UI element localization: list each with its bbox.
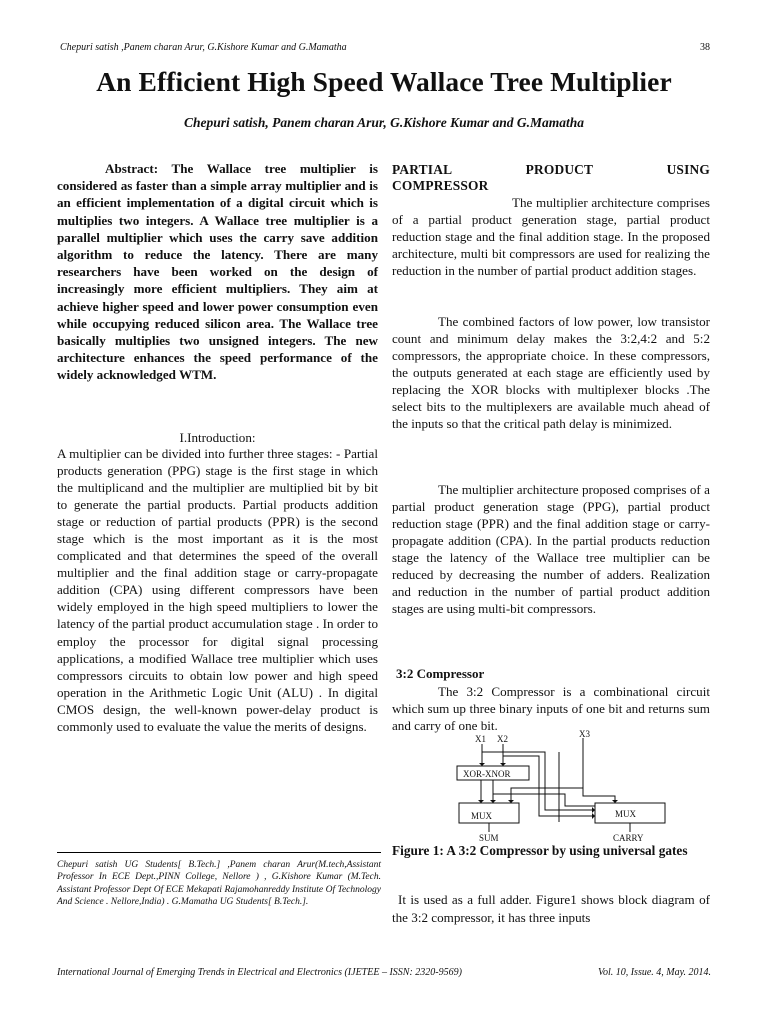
running-head [60, 42, 710, 56]
page-footer [57, 967, 711, 978]
author-footnote: Chepuri satish UG Students[ B.Tech.] ,Panem charan Arur(M.tech,Assistant Professor In ECE Dept.,PINN College, Nellore ) , G.Kishore Kumar (M.Tech. Assistant Professor Dept Of ECE Mekapati Rajamohanreddy Institute Of Technology And Science . Nellore,India) . G.Mamatha UG Students[ B.Tech.]. [57, 860, 381, 907]
section-heading-word-3: USING [666, 162, 710, 177]
intro-body: A multiplier can be divided into further three stages: - Partial products generation (PPG) stage is the first stage in which the multiplicand and the multiplier are multiplied bit by bit to generate the partial products. Partial products addition stage or reduction of partial products (PPR) is the second stage which is the most important as it is the most complicated and that determines the speed of the overall multiplier and the final addition stage or carry-propagate addition (CPA) using different compressors have been widely employed in the high speed multipliers to lower the latency of the partial product accumulation stage . In order to employ the processor for digital signal processing applications, a modified Wallace tree multiplier which uses compressors circuits to obtain low power and high speed operation in the Arithmetic Logic Unit (ALU) . In digital CMOS design, the well-known power-delay product is commonly used to evaluate the value the merits of designs. [57, 446, 378, 734]
section-paragraph-3: The multiplier architecture proposed comprises of a partial product generation stage (PPG), partial product reduction stage (PPR) and the final addition stage or carry-propagate addition (CPA). In the partial products reduction stage the latency of the Wallace tree multiplier can be reduced by decreasing the number of adders. Realization and reduction in the number of partial product addition stages are using multi-bit compressors. [392, 482, 710, 616]
section-heading-line-2: COMPRESSOR [392, 178, 489, 193]
label-mux-right: MUX [615, 809, 637, 819]
section-heading-word-2: PRODUCT [525, 162, 594, 177]
abstract: Abstract: The Wallace tree multiplier is considered as faster than a simple array multiplier and is an efficient implementation of a digital circuit which is multiplies two integers. A Wallace tree multiplier is a parallel multiplier which uses the carry save addition algorithm to reduce the latency. There are many researchers have been worked on the design of increasingly more efficient multipliers. They aim at achieve higher speed and lower power consumption even while occupying reduced silicon area. The Wallace tree basically multiplies two unsigned integers. The new architecture enhances the speed performance of the widely acknowledged WTM. [57, 161, 378, 383]
intro-heading: I.Introduction: [179, 430, 256, 445]
running-head-authors: Chepuri satish ,Panem charan Arur, G.Kishore Kumar and G.Mamatha [60, 42, 347, 53]
compressor-heading: 3:2 Compressor [396, 666, 485, 681]
label-x2: X2 [497, 734, 508, 744]
paper-title: An Efficient High Speed Wallace Tree Multiplier [96, 66, 672, 97]
paper-authors: Chepuri satish, Panem charan Arur, G.Kishore Kumar and G.Mamatha [183, 115, 585, 130]
label-sum: SUM [479, 833, 499, 843]
compressor-paragraph: The 3:2 Compressor is a combinational circuit which sum up three binary inputs of one bit and returns sum and carry of one bit. [392, 684, 710, 733]
label-carry: CARRY [613, 833, 644, 843]
closing-paragraph: It is used as a full adder. Figure1 shows block diagram of the 3:2 compressor, it has three inputs [392, 892, 710, 925]
footer-journal: International Journal of Emerging Trends in Electrical and Electronics (IJETEE – ISSN: 2320-9569) [57, 967, 462, 978]
figure-caption: Figure 1: A 3:2 Compressor by using universal gates [392, 843, 688, 858]
label-mux-left: MUX [471, 811, 493, 821]
footnote-divider [57, 852, 381, 853]
footer-volume: Vol. 10, Issue. 4, May. 2014. [597, 967, 711, 978]
label-x1: X1 [475, 734, 486, 744]
section-paragraph-2: The combined factors of low power, low transistor count and minimum delay makes the 3:2,4:2 and 5:2 compressors, the appropriate choice. In these compressors, the outputs generated at each stage are efficiently used by replacing the XOR blocks with multiplexer blocks .The select bits to the multiplexers are available much ahead of the inputs so that the critical path delay is minimized. [392, 314, 710, 431]
page-number: 38 [700, 42, 710, 53]
section-heading [392, 162, 710, 194]
label-xor-xnor: XOR-XNOR [463, 769, 511, 779]
label-x3: X3 [579, 730, 590, 739]
section-paragraph-1: The multiplier architecture comprises of a partial product generation stage, partial product reduction stage and the final addition stage. In the proposed architecture, multi bit compressors are used for realizing the reduction in the number of partial product addition stages. [392, 195, 710, 278]
compressor-diagram [455, 730, 715, 845]
section-heading-word-1: PARTIAL [392, 162, 453, 177]
